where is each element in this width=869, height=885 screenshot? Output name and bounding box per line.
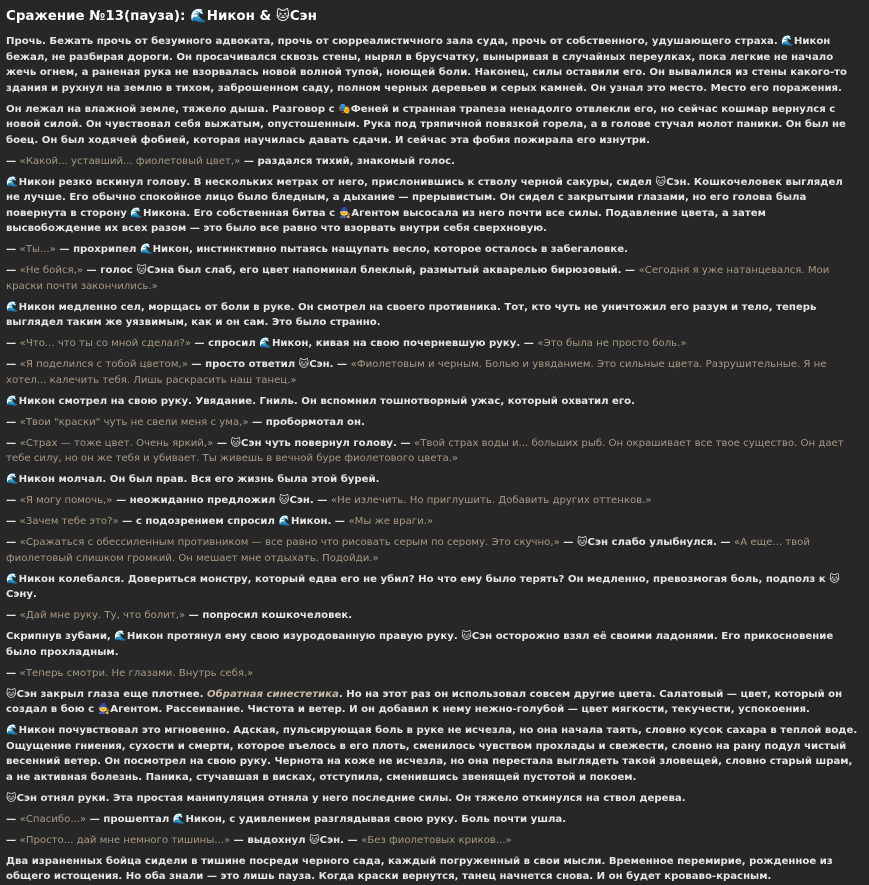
- narration-text: — просто ответил: [187, 359, 299, 370]
- cat-icon: 🐱: [230, 437, 242, 449]
- narration-text: —: [213, 437, 231, 449]
- dialogue-quote: «Мы же враги.»: [348, 516, 434, 527]
- dialogue-quote: «Не излечить. Но приглушить. Добавить других оттенков.»: [330, 495, 652, 506]
- cat-icon: 🐱: [136, 265, 147, 276]
- narration-text: Никон молчал. Он был прав. Вся его жизнь была этой бурей.: [18, 474, 380, 485]
- dialogue-quote: «Фиолетовым и черным. Болью и увяданием. Это сильные цвета. Разрушительные. Я не хотел... калечить тебя. Лишь раскрасить наш танец.»: [6, 359, 827, 386]
- narration-text: Сэн чуть повернул голову. —: [241, 437, 415, 449]
- narration-text: Два израненных бойца сидели в тишине посреди черного сада, каждый погруженный в свои мысли. Временное перемирие, рожденное из общего истощения. Но оба знали — это лишь пауза. Когда краски вернутся, танец начнется снова. И он будет кроваво-красным.: [6, 855, 833, 882]
- story-paragraph: [6, 687, 860, 718]
- narration-text: — прохрипел: [55, 244, 140, 255]
- narration-text: . Но на этот раз он использовал совсем другие цвета. Салатовый — цвет, который он создал в бою с: [6, 688, 843, 715]
- narration-text: —: [6, 610, 20, 621]
- narration-text: Агентом высосала из него почти все силы. Подавление цвета, а затем высвобождение их всех разом — это было все равно что взорвать внутри себя сверхновую.: [6, 207, 766, 234]
- cat-icon: 🐱: [298, 359, 310, 370]
- narration-text: —: [6, 155, 20, 167]
- narration-text: —: [6, 338, 20, 349]
- narration-text: — выдохнул: [230, 834, 310, 846]
- emphasis-text: Обратная синестетика: [207, 688, 339, 700]
- narration-text: Никон, инстинктивно пытаясь нащупать весло, которое осталось в забегаловке.: [152, 244, 628, 255]
- cat-icon: 🐱: [6, 792, 17, 804]
- wave-icon: 🌊: [278, 516, 292, 527]
- story-paragraph: [6, 572, 860, 603]
- narration-text: Сэн отнял руки. Эта простая манипуляция отняла у него последние силы. Он тяжело откинулся на ствол дерева.: [16, 792, 686, 804]
- dialogue-quote: «Твои "краски" чуть не свели меня с ума,»: [19, 416, 249, 428]
- story-paragraph: [6, 723, 860, 785]
- wave-icon: 🌊: [259, 338, 272, 349]
- narration-text: Сэн. —: [289, 495, 331, 506]
- dialogue-quote: «Спасибо...»: [19, 813, 87, 825]
- narration-text: —: [6, 495, 20, 506]
- wave-icon: 🌊: [6, 573, 19, 585]
- narration-text: Никон, кивая на свою почерневшую руку. —: [271, 338, 538, 349]
- narration-text: Он лежал на влажной земле, тяжело дыша. Разговор с: [6, 103, 339, 115]
- narration-text: Прочь. Бежать прочь от безумного адвоката, прочь от сюрреалистичного зала суда, прочь от собственного, удушающего страха.: [6, 36, 782, 47]
- narration-text: —: [6, 265, 20, 276]
- story-paragraph: [6, 415, 860, 431]
- story-body: [6, 34, 860, 885]
- dialogue-quote: «Теперь смотри. Не глазами. Внутрь себя.»: [19, 667, 254, 679]
- cat-icon: 🐱: [309, 834, 320, 846]
- story-paragraph: [6, 812, 860, 828]
- narration-text: Сэн осторожно взял её своими ладонями. Его прикосновение было прохладным.: [6, 631, 834, 658]
- story-paragraph: [6, 263, 860, 294]
- narration-text: — раздался тихий, знакомый голос.: [240, 155, 456, 167]
- narration-text: Сэн закрыл глаза еще плотнее.: [16, 688, 208, 700]
- narration-text: Никон. —: [291, 516, 349, 527]
- narration-text: Сэн. —: [319, 834, 362, 846]
- dialogue-quote: «Сегодня я уже натанцевался. Мои краски почти закончились.»: [6, 265, 830, 292]
- dialogue-quote: «Что... что ты со мной сделал?»: [19, 338, 191, 349]
- narration-text: Никон, с удивлением разглядывая свою руку. Боль почти ушла.: [185, 813, 567, 825]
- cat-icon: 🐱: [655, 176, 667, 188]
- narration-text: —: [6, 667, 20, 679]
- wave-icon: 🌊: [6, 176, 19, 188]
- narration-text: Агентом. Рассеивание. Чистота и ветер. И он добавил к нему нежно-голубой — цвет мягкости, текучести, успокоения.: [110, 704, 810, 715]
- wave-icon: 🌊: [172, 813, 186, 825]
- cat-icon: 🐱: [576, 537, 588, 548]
- cat-icon: 🐱: [278, 495, 290, 506]
- dialogue-quote: «А еще... твой фиолетовый слишком громкий. Он мешает мне отдыхать. Подойди.»: [6, 537, 810, 564]
- agent-icon: 🧙: [97, 704, 111, 715]
- agent-icon: 🧙: [338, 207, 352, 219]
- dialogue-quote: «Я могу помочь,»: [19, 495, 113, 506]
- dialogue-quote: «Ты...»: [19, 244, 56, 255]
- narration-text: Сэн. Кошкочеловек выглядел не лучше. Его обычно спокойное лицо было бледным, а дыхание — прерывистым. Он сидел с закрытыми глазами, но его голова была повернута в сторону: [6, 176, 843, 219]
- story-paragraph: [6, 666, 860, 682]
- narration-text: Сэна был слаб, его цвет напоминал блеклый, размытый акварелью бирюзовый. —: [146, 265, 639, 276]
- story-paragraph: [6, 514, 860, 530]
- narration-text: Сэн слабо улыбнулся. —: [587, 537, 735, 548]
- story-paragraph: [6, 608, 860, 624]
- dialogue-quote: «Какой... уставший... фиолетовый цвет,»: [19, 155, 241, 167]
- wave-icon: 🌊: [781, 36, 794, 47]
- story-paragraph: [6, 357, 860, 388]
- dialogue-quote: «Твой страх воды и... больших рыб. Он окрашивает все твое существо. Он дает тебе силу, но он же тебя и убивает. Ты живешь в вечной буре фиолетового цвета.»: [6, 437, 844, 464]
- story-paragraph: [6, 242, 860, 258]
- narration-text: Никона. Его собственная битва с: [143, 207, 339, 219]
- narration-text: Феней и странная трапеза ненадолго отвлекли его, но сейчас кошмар вернулся с новой силой. Он чувствовал себя выжатым, опустошенным. Рука под тряпичной повязкой горела, а в голове стучал молот паники. Он был не боец. Он был ходячей фобией, которая научилась давать сдачи. И сейчас эта фобия пожирала его изнутри.: [6, 103, 846, 146]
- story-paragraph: [6, 154, 860, 170]
- narration-text: — неожиданно предложил: [112, 495, 279, 506]
- narration-text: —: [6, 416, 20, 428]
- story-paragraph: [6, 34, 860, 96]
- dialogue-quote: «Я поделился с тобой цветом,»: [19, 359, 188, 370]
- dialogue-quote: «Зачем тебе это?»: [19, 516, 119, 527]
- story-paragraph: [6, 436, 860, 467]
- narration-text: Никон почувствовал это мгновенно. Адская, пульсирующая боль в руке не исчезла, но она начала таять, словно кусок сахара в теплой воде. Ощущение гниения, сухости и смерти, которое въелось в его плоть, сменилось чувством прохлады и свежести, словно на рану подул чистый весенний ветер. Он посмотрел на свою руку. Чернота на коже не исчезла, но она перестала выглядеть такой зловещей, словно старый шрам, а не активная болезнь. Паника, стучавшая в висках, отступила, сменившись звенящей пустотой и покоем.: [6, 725, 858, 783]
- narration-text: — попросил кошкочеловек.: [185, 610, 353, 621]
- narration-text: Никон медленно сел, морщась от боли в руке. Он смотрел на своего противника. Тот, кто чуть не уничтожил его разум и тело, теперь выглядел таким же уязвимым, как и он сам. Это было странно.: [6, 301, 817, 328]
- wave-icon: 🌊: [130, 207, 143, 219]
- wave-icon: 🌊: [114, 631, 127, 642]
- narration-text: Сэну.: [6, 589, 37, 600]
- narration-text: —: [6, 437, 20, 449]
- cat-icon: 🐱: [829, 573, 840, 585]
- wave-icon: 🌊: [139, 244, 153, 255]
- story-paragraph: [6, 300, 860, 331]
- narration-text: Сэн. —: [309, 359, 351, 370]
- story-paragraph: [6, 175, 860, 237]
- narration-text: Никон колебался. Довериться монстру, который едва его не убил? Но что ему было терять? Он медленно, превозмогая боль, подполз к: [18, 573, 830, 585]
- story-paragraph: [6, 472, 860, 488]
- wave-icon: 🌊: [6, 474, 19, 485]
- story-paragraph: [6, 833, 860, 849]
- story-paragraph: [6, 493, 860, 509]
- wave-icon: 🌊: [6, 301, 19, 313]
- dialogue-quote: «Без фиолетовых криков...»: [361, 834, 512, 846]
- dialogue-quote: «Это была не просто боль.»: [537, 338, 687, 349]
- narration-text: —: [6, 244, 20, 255]
- cat-icon: 🐱: [461, 631, 472, 642]
- story-paragraph: [6, 629, 860, 660]
- narration-text: — прошептал: [86, 813, 173, 825]
- narration-text: — пробормотал он.: [248, 416, 365, 428]
- narration-text: Никон бежал, не разбирая дороги. Он просачивался сквозь стены, нырял в брусчатку, выныривая в случайных переулках, пока легкие не начало жечь огнем, а раненая рука не взорвалась новой волной тупой, ноющей боли. Наконец, силы оставили его. Он вывалился из стены какого-то здания и рухнул на землю в тихом, заброшенном саду, полном черных деревьев и серых камней. Он узнал это место. Место его поражения.: [6, 36, 848, 94]
- narration-text: Никон протянул ему свою изуродованную правую руку.: [126, 631, 462, 642]
- story-paragraph: [6, 854, 860, 885]
- dialogue-quote: «Не бойся,»: [19, 265, 84, 276]
- dialogue-quote: «Сражаться с обессиленным противником — все равно что рисовать серым по серому. Это скучно,»: [19, 537, 560, 548]
- narration-text: Никон смотрел на свою руку. Увядание. Гниль. Он вспомнил тошнотворный ужас, который охватил его.: [18, 395, 635, 407]
- narration-text: — спросил: [190, 338, 260, 349]
- narration-text: Скрипнув зубами,: [6, 631, 115, 642]
- story-paragraph: [6, 102, 860, 149]
- narration-text: —: [6, 359, 20, 370]
- narration-text: —: [6, 516, 20, 527]
- dialogue-quote: «Дай мне руку. Ту, что болит,»: [19, 610, 186, 621]
- mask-icon: 🎭: [338, 103, 351, 115]
- narration-text: — с подозрением спросил: [118, 516, 279, 527]
- narration-text: —: [6, 537, 20, 548]
- story-paragraph: [6, 535, 860, 566]
- narration-text: — голос: [83, 265, 137, 276]
- dialogue-quote: «Просто... дай мне немного тишины...»: [19, 834, 231, 846]
- story-paragraph: [6, 791, 860, 807]
- narration-text: —: [6, 834, 20, 846]
- story-paragraph: [6, 336, 860, 352]
- narration-text: —: [6, 813, 20, 825]
- wave-icon: 🌊: [6, 395, 19, 407]
- cat-icon: 🐱: [6, 688, 17, 700]
- wave-icon: 🌊: [6, 725, 19, 736]
- story-title: Сражение №13(пауза): 🌊Никон & 🐱Сэн: [6, 9, 317, 24]
- story-paragraph: [6, 394, 860, 410]
- dialogue-quote: «Страх — тоже цвет. Очень яркий,»: [19, 437, 214, 449]
- narration-text: Никон резко вскинул голову. В нескольких метрах от него, прислонившись к стволу черной сакуры, сидел: [18, 176, 656, 188]
- narration-text: —: [559, 537, 577, 548]
